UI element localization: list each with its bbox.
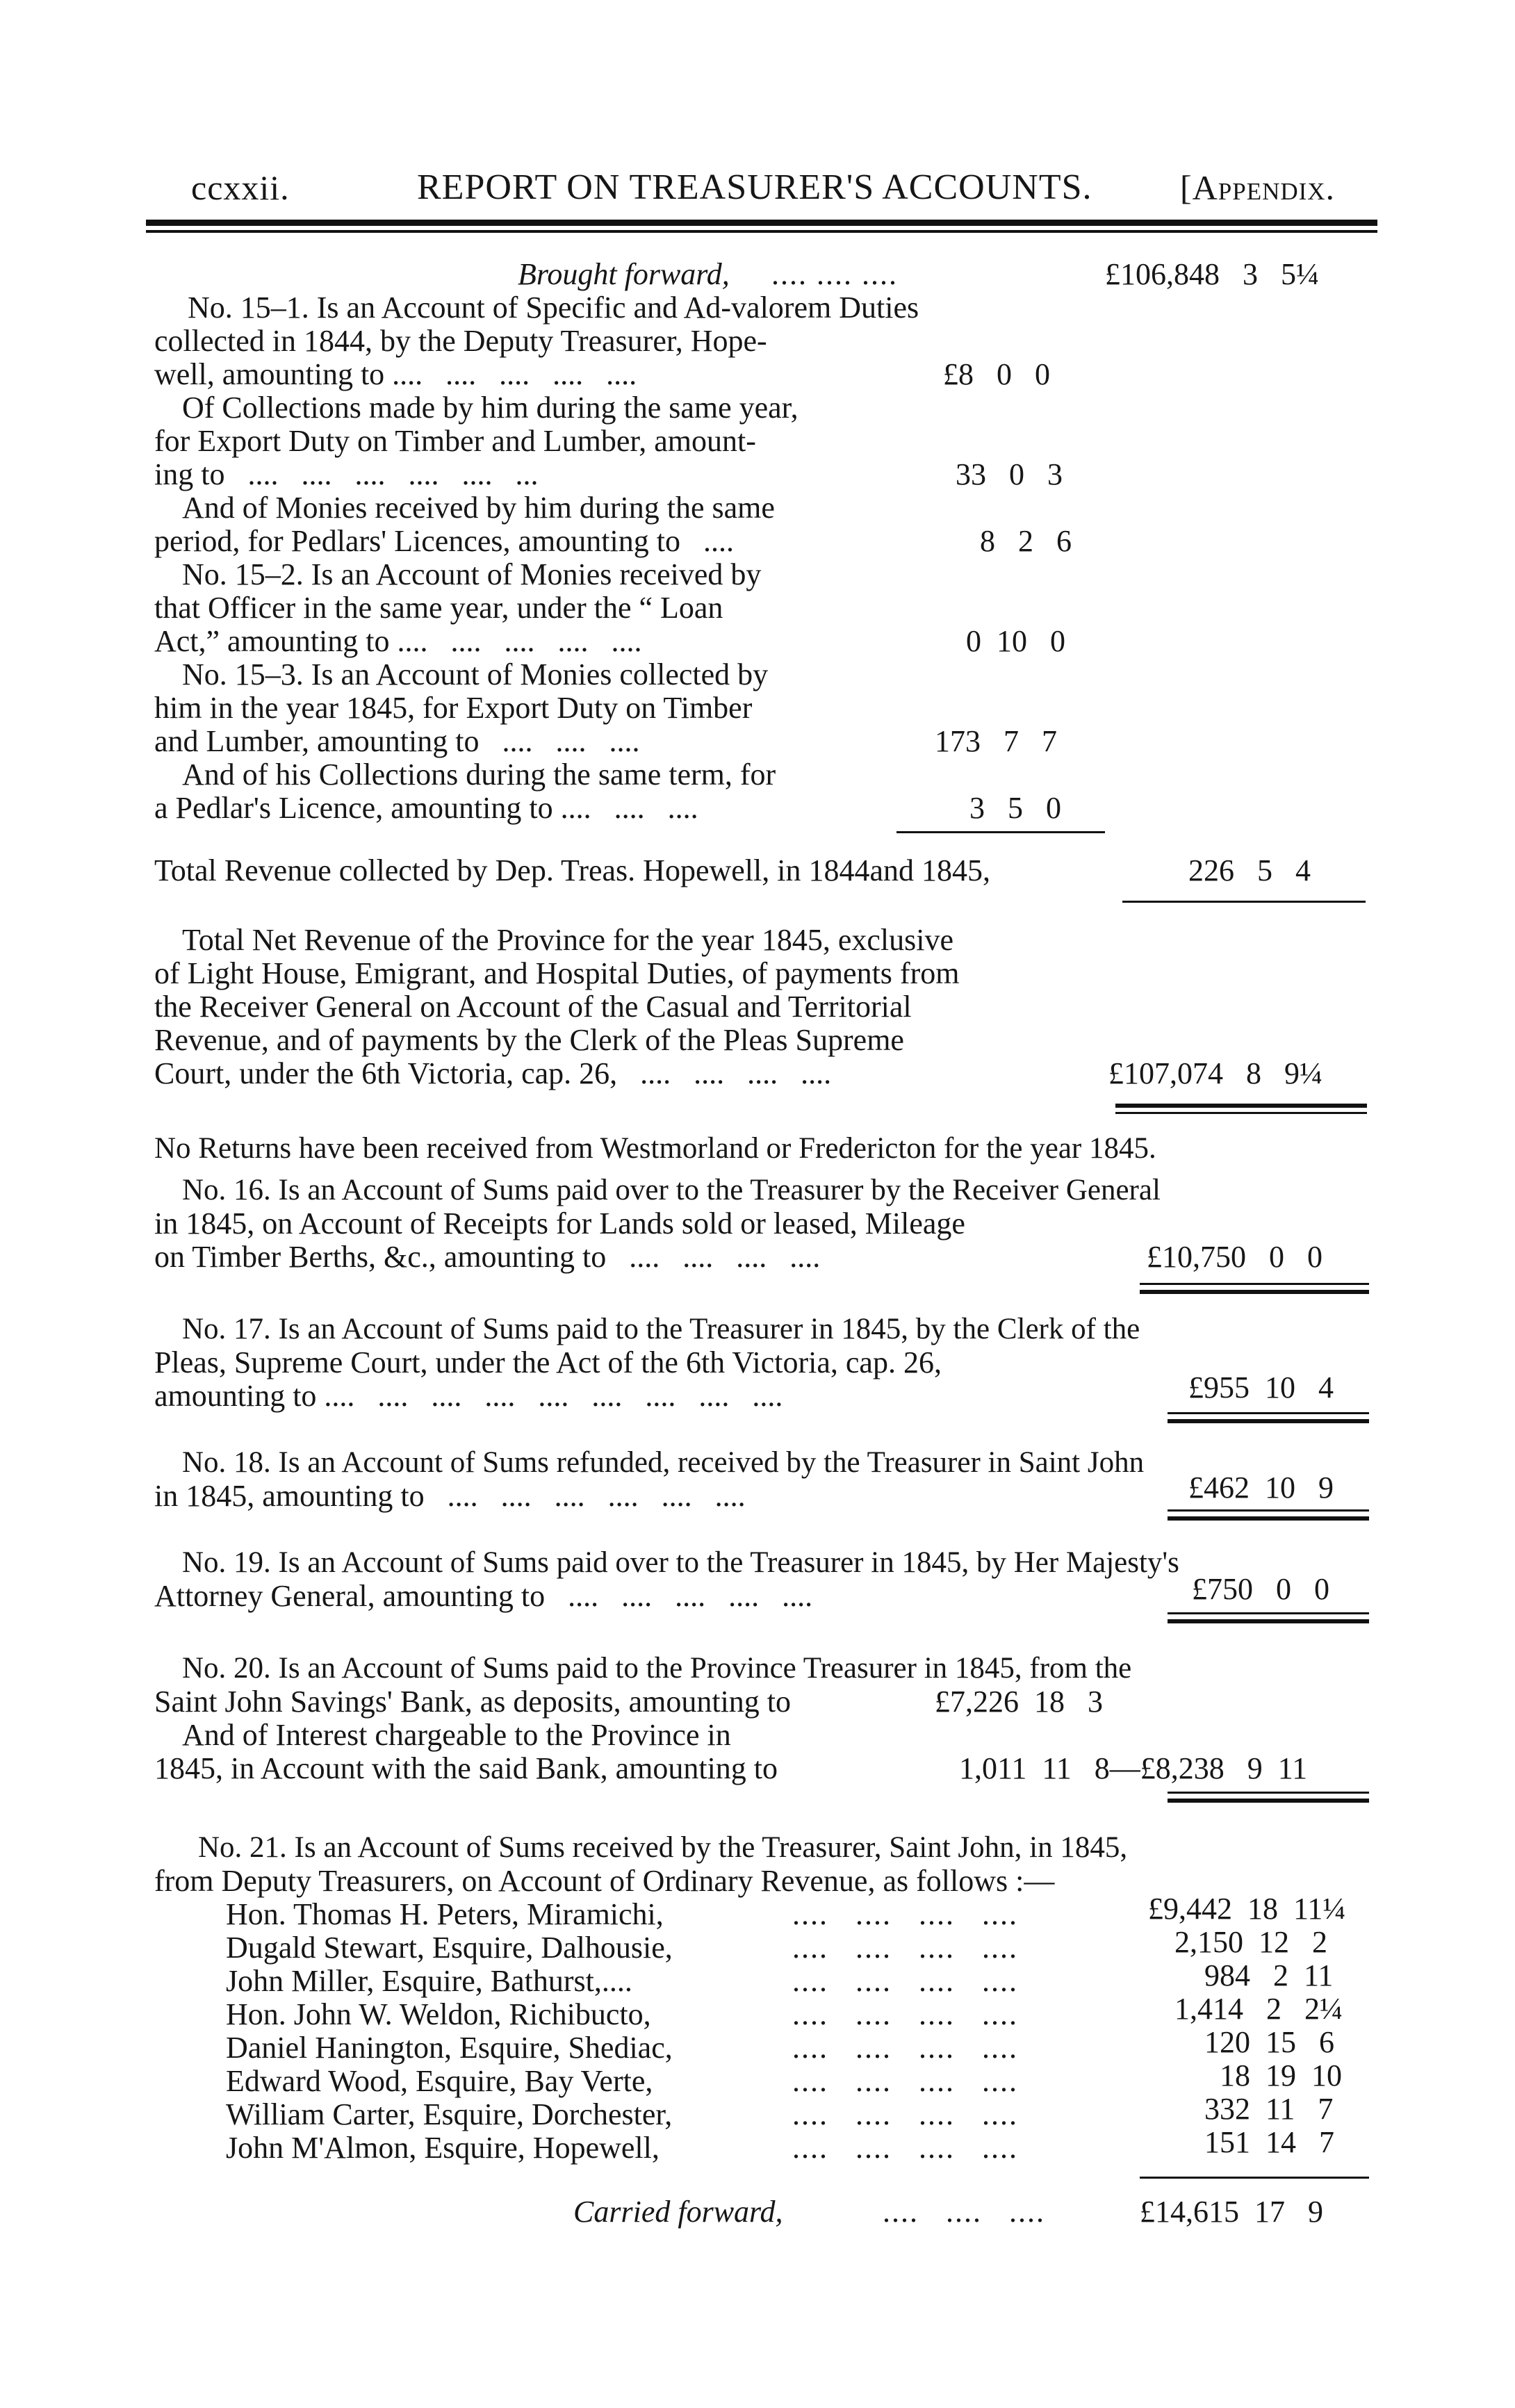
page-number: ccxxii. [191,168,290,207]
no15-line-12: No. 15–3. Is an Account of Monies collected by [182,657,769,691]
no18-rule-1 [1168,1509,1369,1512]
no20-line-3: And of Interest chargeable to the Province in [182,1718,731,1752]
no17-rule-2 [1168,1419,1369,1423]
brought-forward-label: Brought forward, [518,257,730,291]
no15-subtotal-rule [896,831,1105,833]
no15-amount-1: £8 0 0 [943,357,1050,391]
no19-rule-1 [1168,1612,1369,1614]
no15-line-14: and Lumber, amounting to .... .... .... [154,724,640,758]
list-item-dots: .... .... .... .... [792,2031,1018,2065]
no15-line-16: a Pedlar's Licence, amounting to .... .... .... [154,791,698,825]
list-item-name: John M'Almon, Esquire, Hopewell, [226,2131,660,2165]
no18-line-1: No. 18. Is an Account of Sums refunded, received by the Treasurer in Saint John [182,1446,1145,1479]
no20-line-4: 1845, in Account with the said Bank, amounting to [154,1751,778,1785]
no17-line-3: amounting to .... .... .... .... .... .... .... .... .... [154,1379,783,1413]
list-item-name: Dugald Stewart, Esquire, Dalhousie, [226,1931,673,1965]
no15-line-4: Of Collections made by him during the same year, [182,391,799,425]
header-rule-thin [146,230,1377,233]
no15-line-7: And of Monies received by him during the same [182,491,775,525]
no19-line-2: Attorney General, amounting to .... .... .... .... .... [154,1579,813,1613]
net-revenue-line-4: Revenue, and of payments by the Clerk of the Pleas Supreme [154,1023,904,1057]
list-item-dots: .... .... .... .... [792,2131,1018,2165]
no21-line-2: from Deputy Treasurers, on Account of Ordinary Revenue, as follows :— [154,1864,1055,1898]
no21-line-1: No. 21. Is an Account of Sums received by the Treasurer, Saint John, in 1845, [198,1831,1128,1864]
list-item-amount: 332 11 7 [1204,2092,1334,2126]
list-item-dots: .... .... .... .... [792,1931,1018,1965]
no15-amount-5: 173 7 7 [935,724,1057,758]
no17-line-2: Pleas, Supreme Court, under the Act of the 6th Victoria, cap. 26, [154,1345,942,1379]
no15-line-5: for Export Duty on Timber and Lumber, amount- [154,424,756,458]
no19-amount: £750 0 0 [1192,1572,1329,1606]
no16-amount: £10,750 0 0 [1147,1240,1322,1274]
no19-rule-2 [1168,1619,1369,1623]
no19-line-1: No. 19. Is an Account of Sums paid over to the Treasurer in 1845, by Her Majesty's [182,1546,1179,1579]
list-total-rule [1140,2177,1369,2179]
no15-amount-2: 33 0 3 [956,457,1063,491]
no20-line-1: No. 20. Is an Account of Sums paid to the Province Treasurer in 1845, from the [182,1652,1132,1685]
no15-line-6: ing to .... .... .... .... .... ... [154,457,539,491]
net-revenue-line-1: Total Net Revenue of the Province for the year 1845, exclusive [182,923,953,957]
carried-forward-dots: .... .... .... [883,2195,1045,2229]
no15-line-10: that Officer in the same year, under the “ Loan [154,591,723,625]
net-revenue-line-5: Court, under the 6th Victoria, cap. 26, .... .... .... .... [154,1056,832,1090]
list-item-name: William Carter, Esquire, Dorchester, [226,2097,673,2131]
list-item-dots: .... .... .... .... [792,1897,1018,1931]
no20-rule-2 [1168,1799,1369,1803]
list-item-amount: £9,442 18 11¼ [1148,1892,1346,1926]
no18-rule-2 [1168,1516,1369,1521]
no20-amount-2: 1,011 11 8—£8,238 9 11 [959,1751,1308,1785]
no15-line-15: And of his Collections during the same term, for [182,757,776,792]
no16-rule-1 [1140,1283,1369,1285]
list-item-dots: .... .... .... .... [792,1997,1018,2031]
list-item-amount: 984 2 11 [1204,1958,1334,1992]
no15-line-13: him in the year 1845, for Export Duty on Timber [154,691,753,725]
net-revenue-rule-1 [1115,1104,1367,1108]
list-item-name: Daniel Hanington, Esquire, Shediac, [226,2031,673,2065]
no16-line-2: in 1845, on Account of Receipts for Lands sold or leased, Mileage [154,1206,965,1240]
no18-line-2: in 1845, amounting to .... .... .... .... .... .... [154,1479,746,1513]
total-hopewell-amount: 226 5 4 [1188,853,1311,887]
no15-line-11: Act,” amounting to .... .... .... .... .... [154,624,642,658]
no16-line-3: on Timber Berths, &c., amounting to .... .... .... .... [154,1240,821,1274]
total-hopewell-rule [1122,901,1366,903]
list-item-dots: .... .... .... .... [792,2097,1018,2131]
no20-line-2: Saint John Savings' Bank, as deposits, amounting to [154,1685,792,1719]
no16-line-1: No. 16. Is an Account of Sums paid over to the Treasurer by the Receiver General [182,1174,1161,1206]
brought-forward-dots: .... .... .... [771,257,898,291]
brought-forward-amount: £106,848 3 5¼ [1105,257,1319,291]
net-revenue-line-2: of Light House, Emigrant, and Hospital Duties, of payments from [154,956,960,990]
no-returns-note: No Returns have been received from Westmorland or Fredericton for the year 1845. [154,1132,1156,1165]
no15-line-3: well, amounting to .... .... .... .... .... [154,357,637,391]
header-rule-thick [146,220,1377,226]
no15-line-1: No. 15–1. Is an Account of Specific and Ad-valorem Duties [188,290,919,325]
list-item-name: Hon. Thomas H. Peters, Miramichi, [226,1897,664,1931]
no20-amount-1: £7,226 18 3 [935,1685,1103,1719]
carried-forward-label: Carried forward, [573,2195,783,2229]
section-label: [Appendix. [1180,168,1336,207]
list-item-amount: 2,150 12 2 [1174,1925,1327,1959]
list-item-dots: .... .... .... .... [792,2064,1018,2098]
no17-rule-1 [1168,1412,1369,1414]
net-revenue-line-3: the Receiver General on Account of the Casual and Territorial [154,990,912,1024]
list-item-amount: 1,414 2 2¼ [1174,1992,1343,2026]
net-revenue-rule-2 [1115,1112,1367,1114]
net-revenue-amount: £107,074 8 9¼ [1108,1056,1322,1090]
list-item-amount: 120 15 6 [1204,2025,1334,2059]
list-item-name: Edward Wood, Esquire, Bay Verte, [226,2064,653,2098]
no16-rule-2 [1140,1290,1369,1294]
no15-amount-4: 0 10 0 [966,624,1065,658]
no17-line-1: No. 17. Is an Account of Sums paid to the Treasurer in 1845, by the Clerk of the [182,1313,1140,1345]
no15-line-9: No. 15–2. Is an Account of Monies received by [182,557,762,591]
no20-rule-1 [1168,1792,1369,1794]
no15-line-8: period, for Pedlars' Licences, amounting to .... [154,524,734,558]
total-hopewell-label: Total Revenue collected by Dep. Treas. Hopewell, in 1844and 1845, [154,853,990,887]
no15-amount-6: 3 5 0 [969,791,1061,825]
page-title: REPORT ON TREASURER'S ACCOUNTS. [417,167,1092,207]
no17-amount: £955 10 4 [1188,1370,1334,1404]
list-item-name: John Miller, Esquire, Bathurst,.... [226,1964,632,1998]
list-item-amount: 18 19 10 [1220,2058,1342,2092]
no15-line-2: collected in 1844, by the Deputy Treasurer, Hope- [154,324,767,358]
list-item-amount: 151 14 7 [1204,2125,1334,2159]
no18-amount: £462 10 9 [1188,1471,1334,1505]
no15-amount-3: 8 2 6 [980,524,1072,558]
list-item-dots: .... .... .... .... [792,1964,1018,1998]
list-item-name: Hon. John W. Weldon, Richibucto, [226,1997,651,2031]
carried-forward-amount: £14,615 17 9 [1140,2195,1323,2229]
